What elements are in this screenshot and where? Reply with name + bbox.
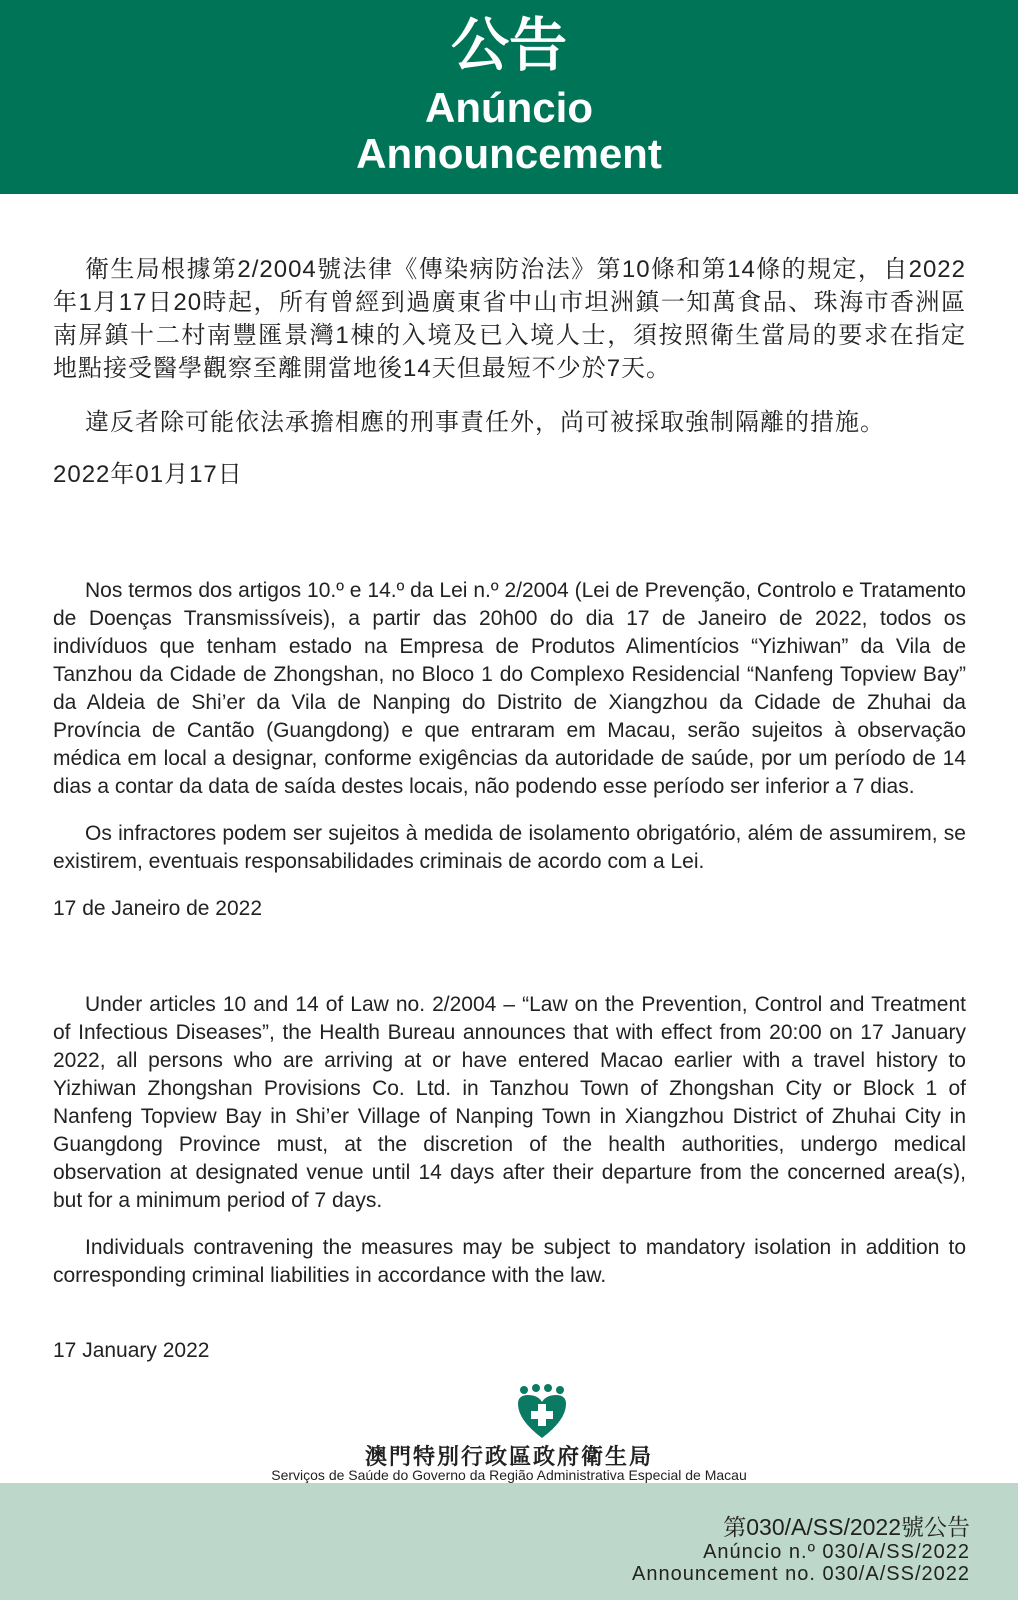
english-date: 17 January 2022: [53, 1339, 210, 1362]
announcement-number-pt: Anúncio n.º 030/A/SS/2022: [703, 1541, 970, 1563]
portuguese-paragraph-2: Os infractores podem ser sujeitos à medida de isolamento obrigatório, além de assumirem, se existirem, eventuais responsabilidades criminais de acordo com a Lei.: [53, 822, 966, 873]
portuguese-section: [53, 577, 966, 923]
organization-name-pt: Serviços de Saúde do Governo da Região Administrativa Especial de Macau: [271, 1467, 747, 1483]
portuguese-date: 17 de Janeiro de 2022: [53, 897, 263, 920]
announcement-number-zh: 第030/A/SS/2022號公告: [723, 1514, 970, 1540]
chinese-date: 2022年01月17日: [53, 461, 243, 488]
chinese-paragraph-2: 違反者除可能依法承擔相應的刑事責任外，尚可被採取強制隔離的措施。: [85, 409, 885, 436]
portuguese-paragraph-1: Nos termos dos artigos 10.º e 14.º da Lei n.º 2/2004 (Lei de Prevenção, Controlo e Tratamento de Doenças Transmissíveis), a partir das 20h00 do dia 17 de Janeiro de 2022, todos os indivíduos que tenham estado na Empresa de Produtos Alimentícios “Yizhiwan” da Vila de Tanzhou da Cidade de Zhongshan, no Bloco 1 do Complexo Residencial “Nanfeng Topview Bay” da Aldeia de Shi’er da Vila de Nanping do Distrito de Xiangzhou da Cidade de Zhuhai da Província de Cantão (Guangdong) e que entraram em Macau, serão sujeitos à observação médica em local a designar, conforme exigências da autoridade de saúde, por um período de 14 dias a contar da data de saída destes locais, não podendo esse período ser inferior a 7 dias.: [53, 579, 966, 798]
organization-name-zh: 澳門特別行政區政府衛生局: [364, 1444, 653, 1469]
footer-banner: [0, 1483, 1018, 1600]
health-bureau-logo-icon: [514, 1384, 570, 1440]
title-en: Announcement: [356, 130, 662, 177]
english-paragraph-2: Individuals contravening the measures may be subject to mandatory isolation in addition to corresponding criminal liabilities in accordance with the law.: [53, 1236, 966, 1287]
title-pt: Anúncio: [425, 84, 593, 131]
title-zh: 公告: [450, 13, 567, 78]
announcement-number-en: Announcement no. 030/A/SS/2022: [631, 1563, 970, 1585]
chinese-section: [53, 253, 966, 491]
english-paragraph-1: Under articles 10 and 14 of Law no. 2/2004 – “Law on the Prevention, Control and Treatment of Infectious Diseases”, the Health Bureau announces that with effect from 20:00 on 17 January 2022, all persons who are arriving at or have entered Macao earlier with a travel history to Yizhiwan Zhongshan Provisions Co. Ltd. in Tanzhou Town of Zhongshan City or Block 1 of Nanfeng Topview Bay in Shi’er Village of Nanping Town in Xiangzhou District of Zhuhai City in Guangdong Province must, at the discretion of the health authorities, undergo medical observation at designated venue until 14 days after their departure from the concerned area(s), but for a minimum period of 7 days.: [53, 993, 966, 1212]
header-banner: [0, 0, 1018, 194]
chinese-paragraph-1: 衛生局根據第2/2004號法律《傳染病防治法》第10條和第14條的規定，自2022年1月17日20時起，所有曾經到過廣東省中山市坦洲鎮一知萬食品、珠海市香洲區南屏鎮十二村南豐匯景灣1棟的入境及已入境人士，須按照衛生當局的要求在指定地點接受醫學觀察至離開當地後14天但最短不少於7天。: [53, 256, 966, 382]
english-section: [53, 991, 966, 1365]
